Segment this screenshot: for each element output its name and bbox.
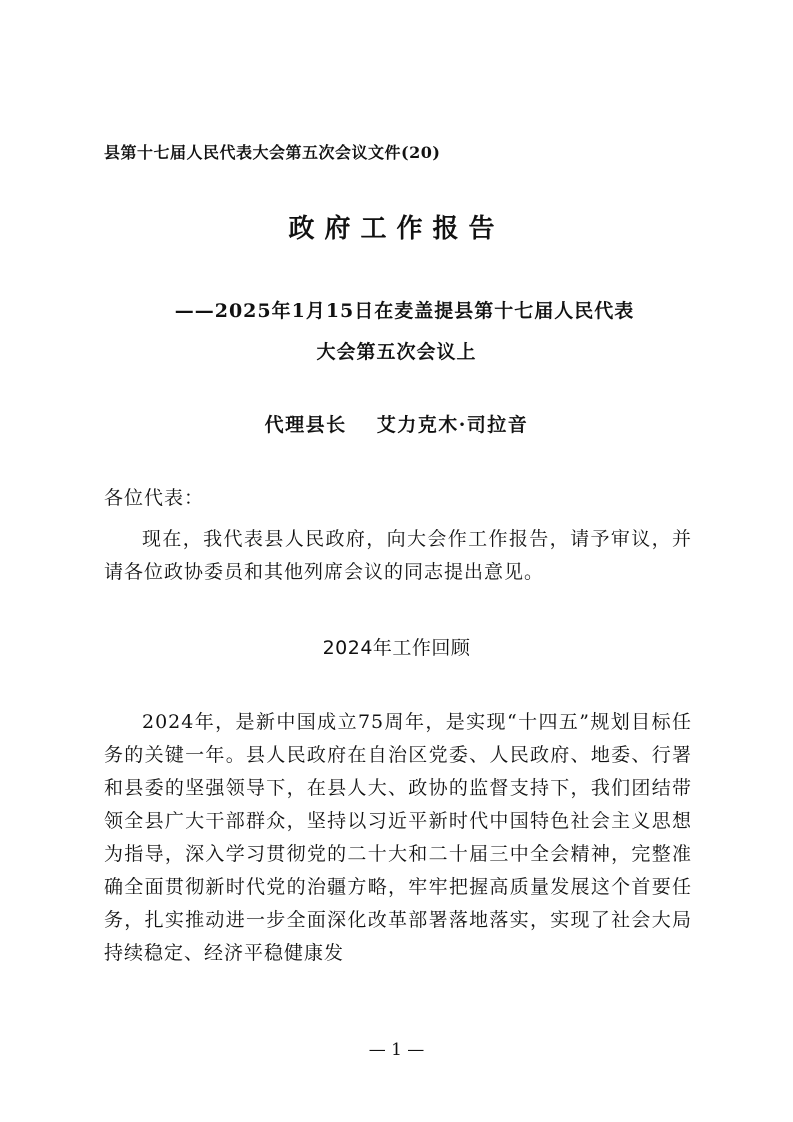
section-heading: 2024年工作回顾 [322,637,471,659]
salutation: 各位代表： [104,487,205,509]
speaker-role: 代理县长 [264,414,347,436]
document-number: 县第十七届人民代表大会第五次会议文件(20) [104,143,441,162]
subtitle-line-1: ——2025年1月15日在麦盖提县第十七届人民代表 [174,300,635,322]
speaker-name: 艾力克木·司拉音 [376,414,529,436]
document-title: 政府工作报告 [288,214,505,244]
review-paragraph: 2024年，是新中国成立75周年，是实现“十四五”规划目标任务的关键一年。县人民政府在自治区党委、人民政府、地委、行署和县委的坚强领导下，在县人大、政协的监督支持下，我们团结带领全县广大干部群众，坚持以习近平新时代中国特色社会主义思想为指导，深入学习贯彻党的二十大和二十届三中全会精神，完整准确全面贯彻新时代党的治疆方略，牢牢把握高质量发展这个首要任务，扎实推动进一步全面深化改革部署落地落实，实现了社会大局持续稳定、经济平稳健康发 [104,711,692,964]
subtitle-line-2: 大会第五次会议上 [316,341,477,363]
page-number: — 1 — [368,1040,425,1060]
speaker-line [0,410,793,437]
intro-paragraph: 现在，我代表县人民政府，向大会作工作报告，请予审议，并请各位政协委员和其他列席会议的同志提出意见。 [104,528,692,583]
